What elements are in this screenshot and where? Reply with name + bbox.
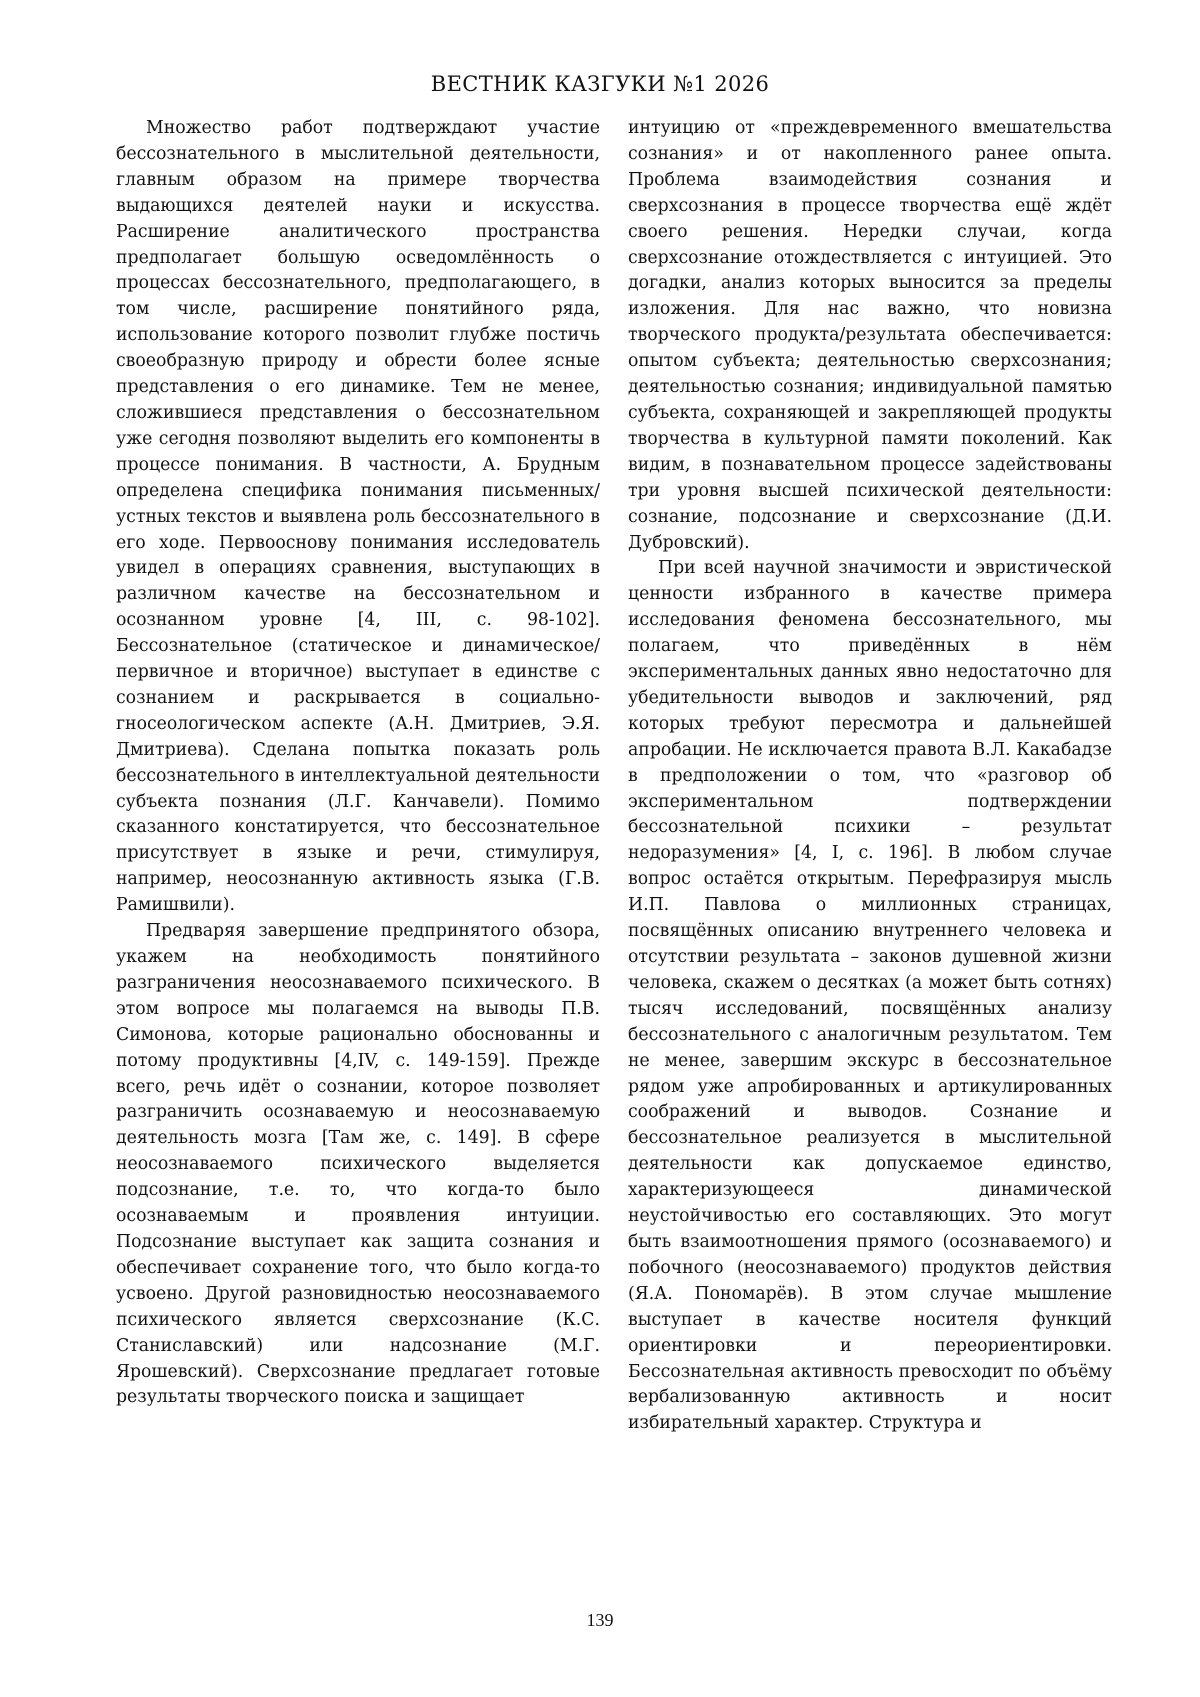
left-column [116, 116, 600, 1411]
paragraph: При всей научной значимости и эвристической ценности избранного в качестве примера исследования феномена бессознательного, мы полагаем, что приведённых в нём экспериментальных данных явно недостаточно для убедительности выводов и заключений, ряд которых требуют пересмотра и дальнейшей апробации. Не исключается правота В.Л. Какабадзе в предположении о том, что «разговор об экспериментальном подтверждении бессознательной психики – результат недоразумения» [4, I, с. 196]. В любом случае вопрос остаётся открытым. Перефразируя мысль И.П. Павлова о миллионных страницах, посвящённых описанию внутреннего человека и отсутствии результата – законов душевной жизни человека, скажем о десятках (а может быть сотнях) тысяч исследований, посвящённых анализу бессознательного с аналогичным результатом. Тем не менее, завершим экскурс в бессознательное рядом уже апробированных и артикулированных соображений и выводов. Сознание и бессознательное реализуется в мыслительной деятельности как допускаемое единство, характеризующееся динамической неустойчивостью его составляющих. Это могут быть взаимоотношения прямого (осознаваемого) и побочного (неосознаваемого) продуктов действия (Я.А. Пономарёв). В этом случае мышление выступает в качестве носителя функций ориентировки и переориентировки. Бессознательная активность превосходит по объёму вербализованную активность и носит избирательный характер. Структура и [628, 558, 1112, 1434]
right-column [628, 116, 1112, 1437]
paragraph: Множество работ подтверждают участие бессознательного в мыслительной деятельности, главным образом на примере творчества выдающихся деятелей науки и искусства. Расширение аналитического пространства предполагает большую осведомлённость о процессах бессознательного, предполагающего, в том числе, расширение понятийного ряда, использование которого позволит глубже постичь своеобразную природу и обрести более ясные представления о его динамике. Тем не менее, сложившиеся представления о бессознательном уже сегодня позволяют выделить его компоненты в процессе понимания. В частности, А. Брудным определена специфика понимания письменных/устных текстов и выявлена роль бессознательного в его ходе. Первооснову понимания исследователь увидел в операциях сравнения, выступающих в различном качестве на бессознательном и осознанном уровне [4, III, с. 98-102]. Бессознательное (статическое и динамическое/первичное и вторичное) выступает в единстве с сознанием и раскрывается в социально-гносеологическом аспекте (А.Н. Дмитриев, Э.Я. Дмитриева). Сделана попытка показать роль бессознательного в интеллектуальной деятельности субъекта познания (Л.Г. Канчавели). Помимо сказанного констатируется, что бессознательное присутствует в языке и речи, стимулируя, например, неосознанную активность языка (Г.В. Рамишвили). [116, 118, 600, 916]
paragraph-continued: интуицию от «преждевременного вмешательства сознания» и от накопленного ранее опыта. Проблема взаимодействия сознания и сверхсознания в процессе творчества ещё ждёт своего решения. Нередки случаи, когда сверхсознание отождествляется с интуицией. Это догадки, анализ которых выносится за пределы изложения. Для нас важно, что новизна творческого продукта/результата обеспечивается: опытом субъекта; деятельностью сверхсознания; деятельностью сознания; индивидуальной памятью субъекта, сохраняющей и закрепляющей продукты творчества в культурной памяти поколений. Как видим, в познавательном процессе задействованы три уровня высшей психической деятельности: сознание, подсознание и сверхсознание (Д.И. Дубровский). [628, 118, 1112, 553]
running-title: ВЕСТНИК КАЗГУКИ №1 2026 [430, 72, 770, 96]
page-number: 139 [586, 1610, 614, 1630]
paragraph: Предваряя завершение предпринятого обзора, укажем на необходимость понятийного разграничения неосознаваемого психического. В этом вопросе мы полагаемся на выводы П.В. Симонова, которые рационально обоснованны и потому продуктивны [4,IV, с. 149-159]. Прежде всего, речь идёт о сознании, которое позволяет разграничить осознаваемую и неосознаваемую деятельность мозга [Там же, с. 149]. В сфере неосознаваемого психического выделяется подсознание, т.е. то, что когда-то было осознаваемым и проявления интуиции. Подсознание выступает как защита сознания и обеспечивает сохранение того, что было когда-то усвоено. Другой разновидностью неосознаваемого психического является сверхсознание (К.С. Станиславский) или надсознание (М.Г. Ярошевский). Сверхсознание предлагает готовые результаты творческого поиска и защищает [116, 921, 600, 1408]
